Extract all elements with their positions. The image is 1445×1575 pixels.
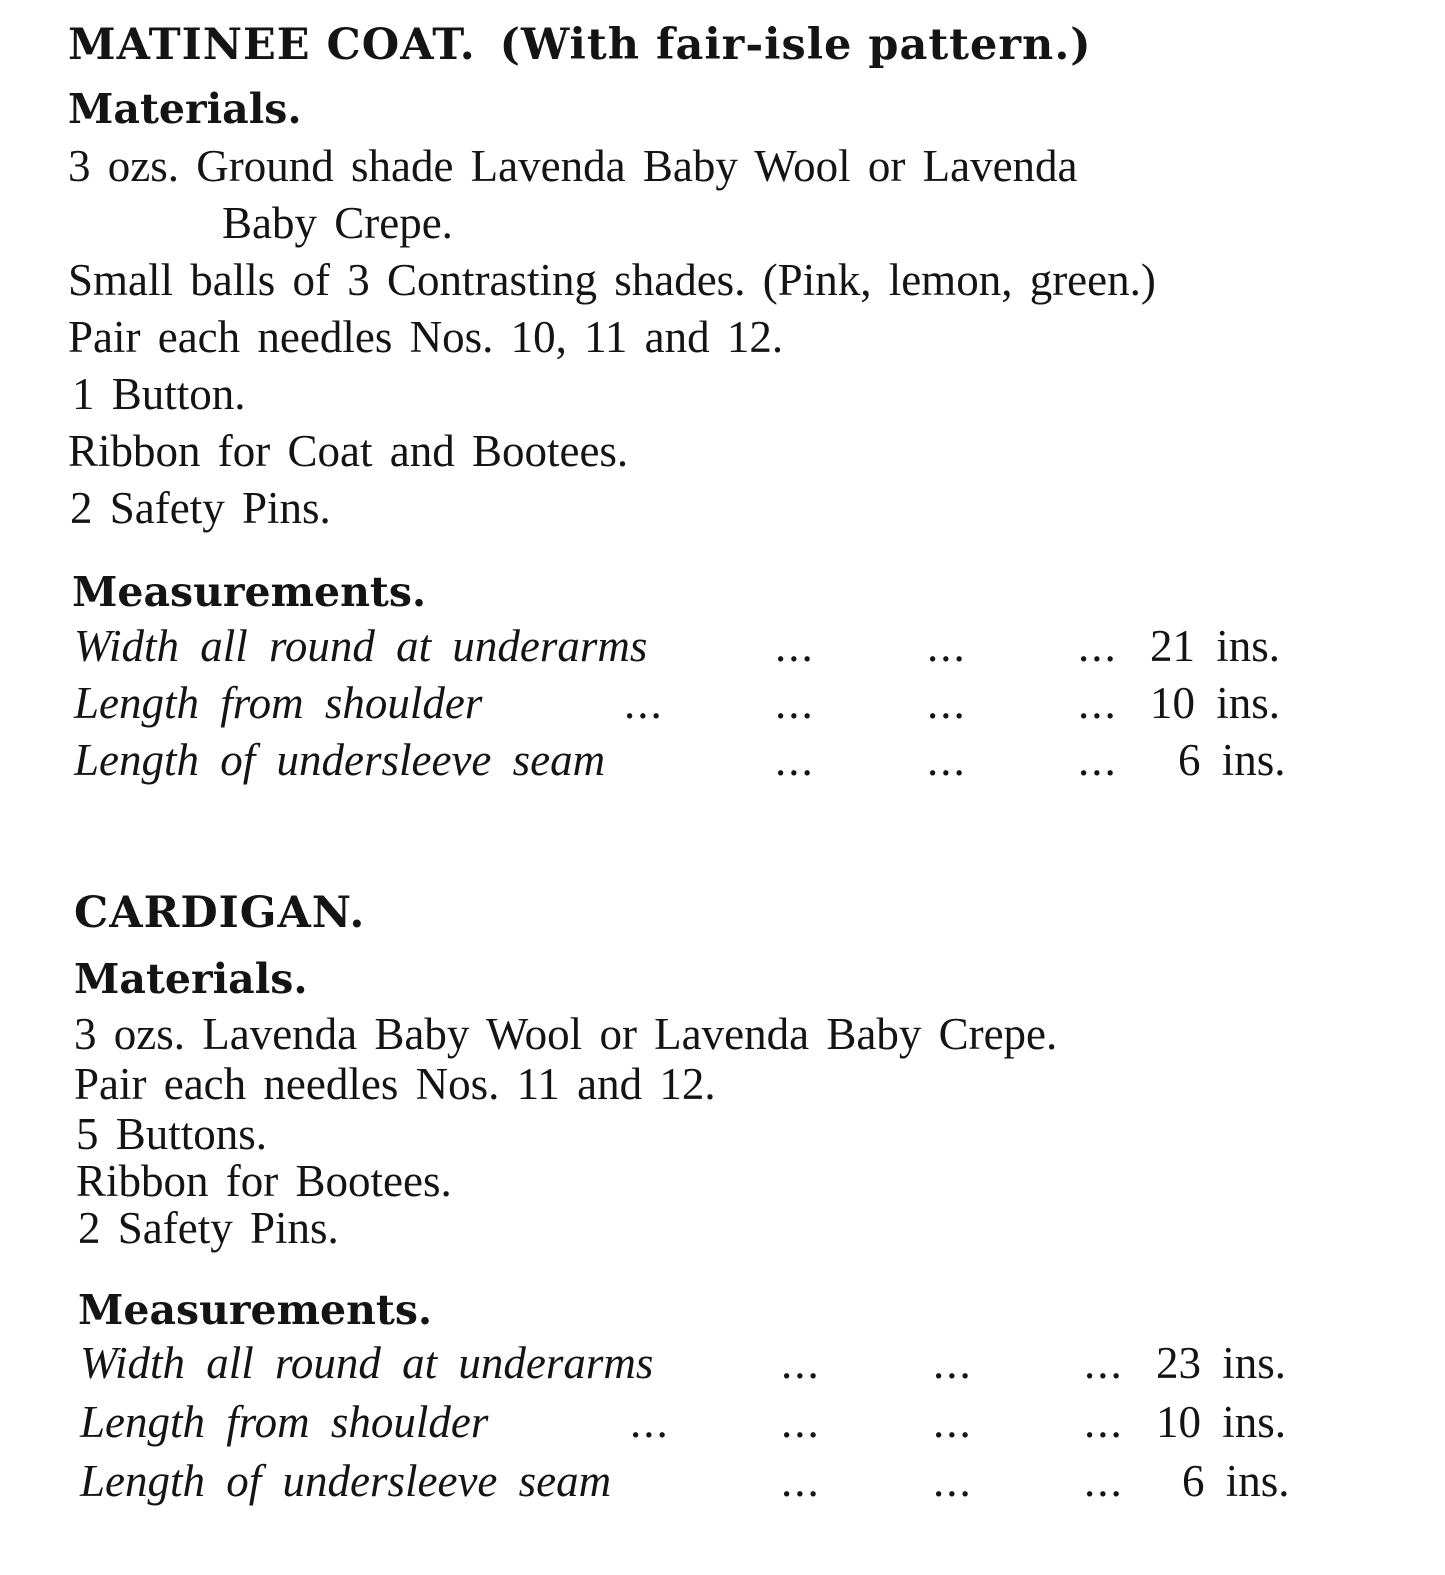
material-line: Ribbon for Coat and Bootees.: [68, 426, 629, 476]
measurement-value: 23 ins.: [1156, 1338, 1287, 1388]
measurement-value: 10 ins.: [1150, 678, 1281, 728]
leader-dots: ...: [775, 678, 815, 728]
leader-dots: ...: [1078, 621, 1118, 671]
measurement-row: [0, 734, 1445, 790]
leader-dots: ...: [781, 1456, 821, 1506]
section-title: [68, 20, 1092, 70]
leader-dots: ...: [933, 1338, 973, 1388]
materials-heading: Materials.: [68, 85, 302, 133]
measurement-row: [0, 1455, 1445, 1511]
material-line: 1 Button.: [72, 369, 246, 419]
leader-dots: ...: [630, 1397, 670, 1447]
leader-dots: ...: [781, 1397, 821, 1447]
measurement-label: Length from shoulder: [74, 678, 483, 728]
leader-dots: ...: [933, 1397, 973, 1447]
leader-dots: ...: [927, 678, 967, 728]
material-line: 2 Safety Pins.: [70, 483, 331, 533]
measurement-label: Width all round at underarms: [80, 1338, 654, 1388]
measurement-row: [0, 620, 1445, 676]
leader-dots: ...: [927, 621, 967, 671]
leader-dots: ...: [1084, 1456, 1124, 1506]
measurement-label: Width all round at underarms: [74, 621, 648, 671]
leader-dots: ...: [775, 735, 815, 785]
measurement-value: 6 ins.: [1178, 735, 1286, 785]
measurement-value: 21 ins.: [1150, 621, 1281, 671]
measurement-label: Length from shoulder: [80, 1397, 489, 1447]
leader-dots: ...: [927, 735, 967, 785]
measurements-heading: Measurements.: [72, 568, 427, 616]
leader-dots: ...: [775, 621, 815, 671]
materials-heading: Materials.: [74, 955, 308, 1003]
material-line: Small balls of 3 Contrasting shades. (Pink, lemon, green.): [68, 255, 1156, 305]
measurement-row: [0, 1337, 1445, 1393]
material-line: Pair each needles Nos. 10, 11 and 12.: [68, 312, 784, 362]
leader-dots: ...: [1078, 678, 1118, 728]
leader-dots: ...: [1078, 735, 1118, 785]
leader-dots: ...: [781, 1338, 821, 1388]
leader-dots: ...: [933, 1456, 973, 1506]
title-note: (With fair-isle pattern.): [499, 20, 1092, 70]
section-title: [74, 888, 365, 938]
leader-dots: ...: [1084, 1397, 1124, 1447]
measurements-heading: Measurements.: [78, 1286, 433, 1334]
material-line: 5 Buttons.: [76, 1109, 268, 1159]
leader-dots: ...: [624, 678, 664, 728]
title-text: CARDIGAN.: [74, 888, 366, 938]
leader-dots: ...: [1084, 1338, 1124, 1388]
measurement-label: Length of undersleeve seam: [74, 735, 606, 785]
material-line: 2 Safety Pins.: [78, 1203, 339, 1253]
material-line: 3 ozs. Ground shade Lavenda Baby Wool or Lavenda: [68, 141, 1078, 191]
title-text: MATINEE COAT.: [68, 20, 476, 70]
material-line: Baby Crepe.: [222, 198, 453, 248]
measurement-value: 10 ins.: [1156, 1397, 1287, 1447]
measurement-label: Length of undersleeve seam: [80, 1456, 612, 1506]
measurement-value: 6 ins.: [1182, 1456, 1290, 1506]
measurement-row: [0, 1396, 1445, 1452]
material-line: 3 ozs. Lavenda Baby Wool or Lavenda Baby Crepe.: [74, 1009, 1058, 1059]
measurement-row: [0, 677, 1445, 733]
material-line: Ribbon for Bootees.: [76, 1156, 452, 1206]
material-line: Pair each needles Nos. 11 and 12.: [74, 1059, 716, 1109]
